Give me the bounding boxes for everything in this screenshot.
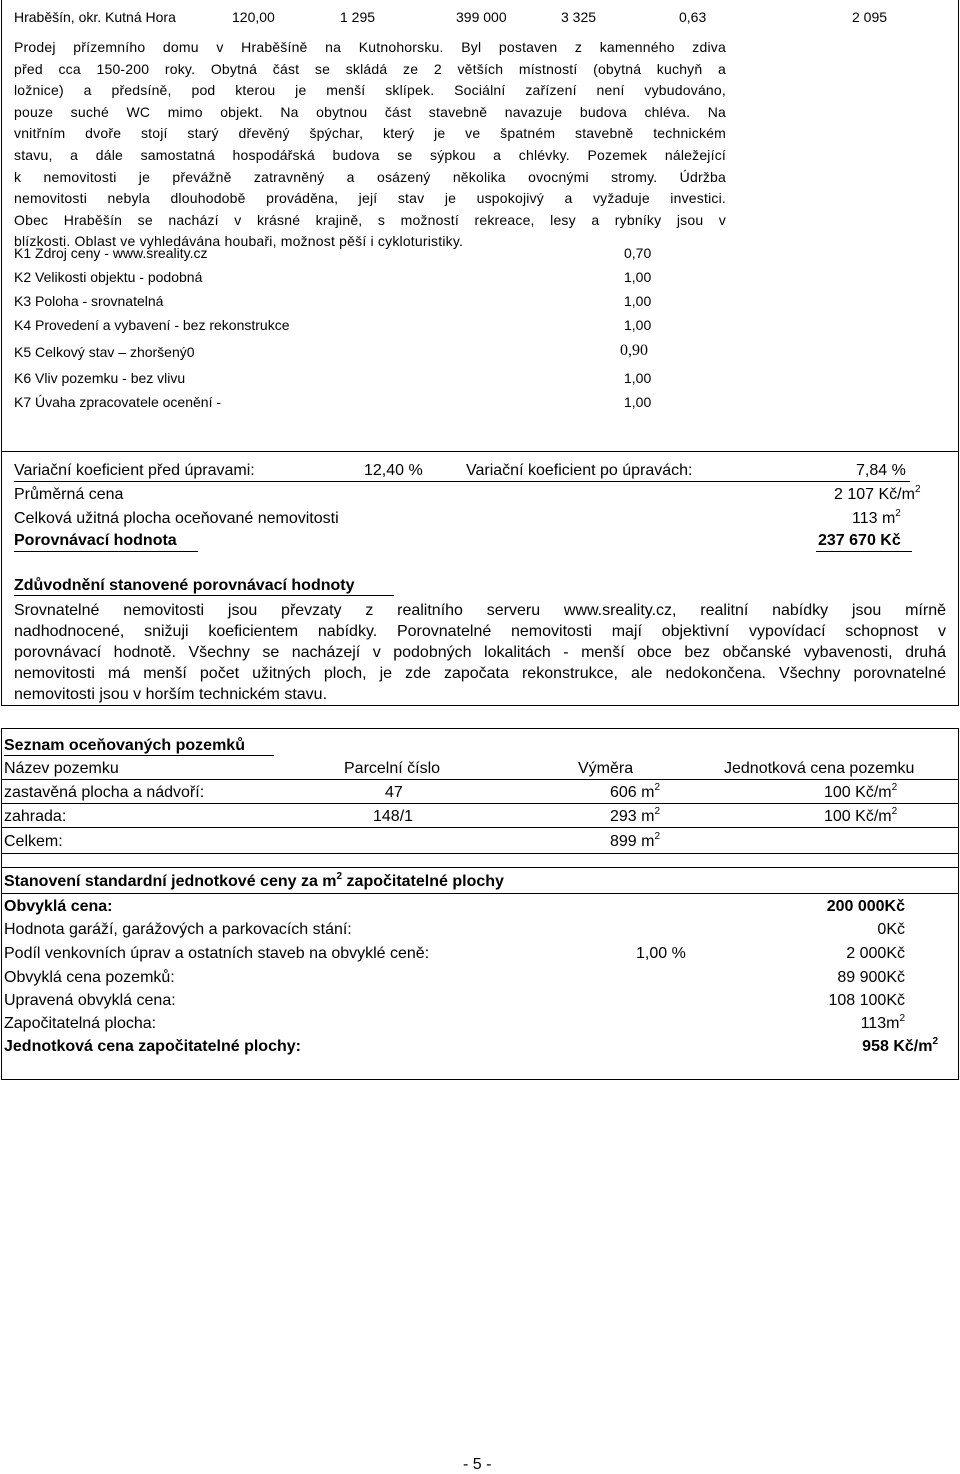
standard-title-line bbox=[2, 893, 958, 894]
coefficient-label: K6 Vliv pozemku - bez vlivu bbox=[14, 370, 186, 386]
standard-row-value: 0Kč bbox=[877, 921, 905, 938]
standard-title-b: započitatelné plochy bbox=[342, 873, 504, 890]
standard-row-value: 113m bbox=[860, 1015, 900, 1032]
land-title: Seznam oceňovaných pozemků bbox=[4, 737, 245, 754]
page-number: - 5 - bbox=[463, 1456, 492, 1473]
land-header-parcel: Parcelní číslo bbox=[344, 760, 441, 777]
standard-title-exp: 2 bbox=[336, 871, 343, 882]
land-header-name: Název pozemku bbox=[4, 760, 119, 777]
justification-line: porovnávací hodnotě. Všechny se nacházejí v podobných lokalitách - menší obce bez občanské vybavenosti, druhá bbox=[14, 644, 946, 661]
standard-row-value: 89 900Kč bbox=[837, 969, 905, 986]
standard-row-label: Obvyklá cena: bbox=[4, 898, 113, 915]
standard-row-mid: 1,00 % bbox=[636, 945, 686, 962]
coefficient-value: 0,70 bbox=[624, 245, 652, 261]
land-row-area-group bbox=[610, 808, 660, 826]
land-row-price-group bbox=[824, 808, 897, 826]
standard-row-value: 200 000Kč bbox=[826, 898, 905, 915]
coefficient-label: K2 Velikosti objektu - podobná bbox=[14, 269, 203, 285]
coefficient-value: 1,00 bbox=[624, 293, 652, 309]
avg-unit: Kč/m bbox=[878, 486, 915, 503]
standard-title bbox=[4, 873, 504, 891]
land-total-area: 899 m bbox=[610, 833, 655, 850]
land-row-line bbox=[2, 803, 958, 804]
coefficient-label: K3 Poloha - srovnatelná bbox=[14, 293, 164, 309]
standard-top-line bbox=[2, 867, 958, 868]
coefficient-label: K7 Úvaha zpracovatele ocenění - bbox=[14, 394, 222, 410]
comparison-underline-right bbox=[816, 551, 912, 552]
description-line: pouze suché WC mimo objekt. Na obytnou část stavebně navazuje budova chléva. Na bbox=[14, 103, 726, 120]
property-area: 120,00 bbox=[232, 9, 275, 25]
land-row-price-exp: 2 bbox=[891, 806, 898, 817]
description-line: blízkosti. Oblast ve vyhledávána houbaři, možnost pěší i cykloturistiky. bbox=[14, 233, 464, 250]
land-row-price-group bbox=[824, 784, 897, 802]
standard-row-label: Započitatelná plocha: bbox=[4, 1015, 157, 1032]
coefficient-label: K5 Celkový stav – zhoršený0 bbox=[14, 344, 195, 360]
land-header-area: Výměra bbox=[578, 760, 634, 777]
land-row-area-exp: 2 bbox=[654, 806, 661, 817]
land-row-area-exp: 2 bbox=[654, 782, 661, 793]
avg-label: Průměrná cena bbox=[14, 486, 124, 503]
standard-row-label: Podíl venkovních úprav a ostatních staveb na obvyklé ceně: bbox=[4, 945, 430, 962]
comp-value-group bbox=[818, 532, 901, 550]
description-line: Prodej přízemního domu v Hraběšíně na Kutnohorsku. Byl postaven z kamenného zdiva bbox=[14, 39, 726, 55]
land-total-label: Celkem: bbox=[4, 833, 63, 850]
standard-row-value-group bbox=[861, 1015, 905, 1033]
standard-row-label: Jednotková cena započitatelné plochy: bbox=[4, 1038, 301, 1055]
land-row-area-group bbox=[610, 784, 660, 802]
land-row-parcel: 148/1 bbox=[373, 808, 414, 825]
variation-underline bbox=[14, 481, 910, 482]
land-row-area: 606 m bbox=[610, 784, 655, 801]
description-line: před cca 150-200 roky. Obytná část se skládá ze 2 větších místností (obytná kuchyň a bbox=[14, 60, 726, 77]
description-line: nemovitosti nebyla dlouhodobě prováděna, její stav je uspokojivý a vyžaduje investici. bbox=[14, 190, 726, 207]
land-title-underline bbox=[4, 755, 274, 756]
description-line: k nemovitosti je převážně zatravněný a osázený několika ovocnými stromy. Údržba bbox=[14, 168, 726, 185]
description-line: Obec Hraběšín se nachází v krásné krajině, s možností rekreace, lesy a rybníky jsou v bbox=[14, 211, 726, 228]
property-description bbox=[14, 37, 726, 253]
property-adjusted: 2 095 bbox=[852, 9, 888, 25]
property-row bbox=[0, 9, 960, 27]
land-row-parcel: 47 bbox=[385, 784, 403, 801]
land-row-price: 100 Kč/m bbox=[824, 784, 892, 801]
avg-value: 2 107 bbox=[834, 486, 875, 503]
standard-row-label: Hodnota garáží, garážových a parkovacích stání: bbox=[4, 921, 352, 938]
var-before-label: Variační koeficient před úpravami: bbox=[14, 462, 255, 479]
description-line: ložnice) a předsíně, pod kterou je menší sklípek. Sociální zařízení není vybudováno, bbox=[14, 82, 726, 99]
land-row-area: 293 m bbox=[610, 808, 655, 825]
land-header-price: Jednotková cena pozemku bbox=[724, 760, 915, 777]
land-row-line bbox=[2, 827, 958, 828]
area-value-group bbox=[852, 510, 901, 528]
var-after-label: Variační koeficient po úpravách: bbox=[466, 462, 693, 479]
comp-unit: Kč bbox=[880, 532, 901, 549]
standard-row-exp: 2 bbox=[932, 1036, 938, 1047]
land-row-price-exp: 2 bbox=[891, 782, 898, 793]
standard-row-label: Upravená obvyklá cena: bbox=[4, 992, 176, 1009]
avg-unit-exp: 2 bbox=[914, 484, 921, 495]
standard-row-value-group bbox=[862, 1038, 938, 1056]
avg-value-group bbox=[834, 486, 921, 504]
comp-value: 237 670 bbox=[818, 532, 876, 549]
justification-title-underline bbox=[14, 595, 394, 596]
property-name: Hraběšín, okr. Kutná Hora bbox=[14, 9, 176, 25]
comparison-underline-left bbox=[14, 551, 198, 552]
standard-row-value: 2 000Kč bbox=[846, 945, 905, 962]
land-total-area-group bbox=[610, 833, 660, 851]
var-before-value: 12,40 % bbox=[364, 462, 423, 479]
land-total-line bbox=[2, 853, 958, 854]
var-after-value: 7,84 % bbox=[856, 462, 906, 479]
coefficient-value: 0,90 bbox=[620, 342, 648, 359]
land-row-price: 100 Kč/m bbox=[824, 808, 892, 825]
land-row-name: zastavěná plocha a nádvoří: bbox=[4, 784, 205, 801]
property-lot: 1 295 bbox=[340, 9, 376, 25]
justification-title: Zdůvodnění stanovené porovnávací hodnoty bbox=[14, 577, 355, 594]
land-row-name: zahrada: bbox=[4, 808, 67, 825]
standard-row-value: 958 Kč/m bbox=[862, 1038, 933, 1055]
standard-row-label: Obvyklá cena pozemků: bbox=[4, 969, 175, 986]
justification-line: nemovitosti má menší počet užitných ploch, je zde započata rekonstrukce, ale nedokončena. Všechny porovnatelné bbox=[14, 665, 946, 682]
justification-line: Srovnatelné nemovitosti jsou převzaty z realitního serveru www.sreality.cz, realitní nabídky jsou mírně bbox=[14, 602, 946, 619]
comp-label: Porovnávací hodnota bbox=[14, 532, 177, 549]
area-value: 113 bbox=[852, 510, 878, 527]
land-header-line bbox=[2, 779, 958, 780]
property-price: 399 000 bbox=[456, 9, 507, 25]
area-label: Celková užitná plocha oceňované nemovitosti bbox=[14, 510, 339, 527]
coefficient-value: 1,00 bbox=[624, 370, 652, 386]
standard-row-exp: 2 bbox=[899, 1013, 905, 1024]
land-total-area-exp: 2 bbox=[654, 831, 661, 842]
description-line: stavu, a dále samostatná hospodářská budova se sýpkou a chlévky. Pozemek náležející bbox=[14, 146, 726, 163]
justification-line: nemovitosti jsou v horším technickém stavu. bbox=[14, 686, 328, 703]
coefficient-label: K1 Zdroj ceny - www.sreality.cz bbox=[14, 245, 208, 261]
coefficient-label: K4 Provedení a vybavení - bez rekonstrukce bbox=[14, 317, 290, 333]
property-coef: 0,63 bbox=[679, 9, 707, 25]
property-price-per-m2: 3 325 bbox=[561, 9, 597, 25]
description-line: vnitřním dvoře stojí starý dřevěný špýchar, který je ve špatném stavebně technickém bbox=[14, 125, 726, 142]
coefficient-value: 1,00 bbox=[624, 394, 652, 410]
coefficient-value: 1,00 bbox=[624, 269, 652, 285]
area-unit-exp: 2 bbox=[895, 508, 901, 519]
area-unit: m bbox=[881, 510, 896, 527]
standard-row-value: 108 100Kč bbox=[828, 992, 905, 1009]
coefficient-value: 1,00 bbox=[624, 317, 652, 333]
justification-line: nadhodnocené, snižuji koeficientem nabídky. Porovnatelné nemovitosti mají objektivní vypovídací schopnost v bbox=[14, 623, 946, 640]
standard-title-a: Stanovení standardní jednotkové ceny za m bbox=[4, 873, 337, 890]
justification-text bbox=[14, 600, 946, 705]
